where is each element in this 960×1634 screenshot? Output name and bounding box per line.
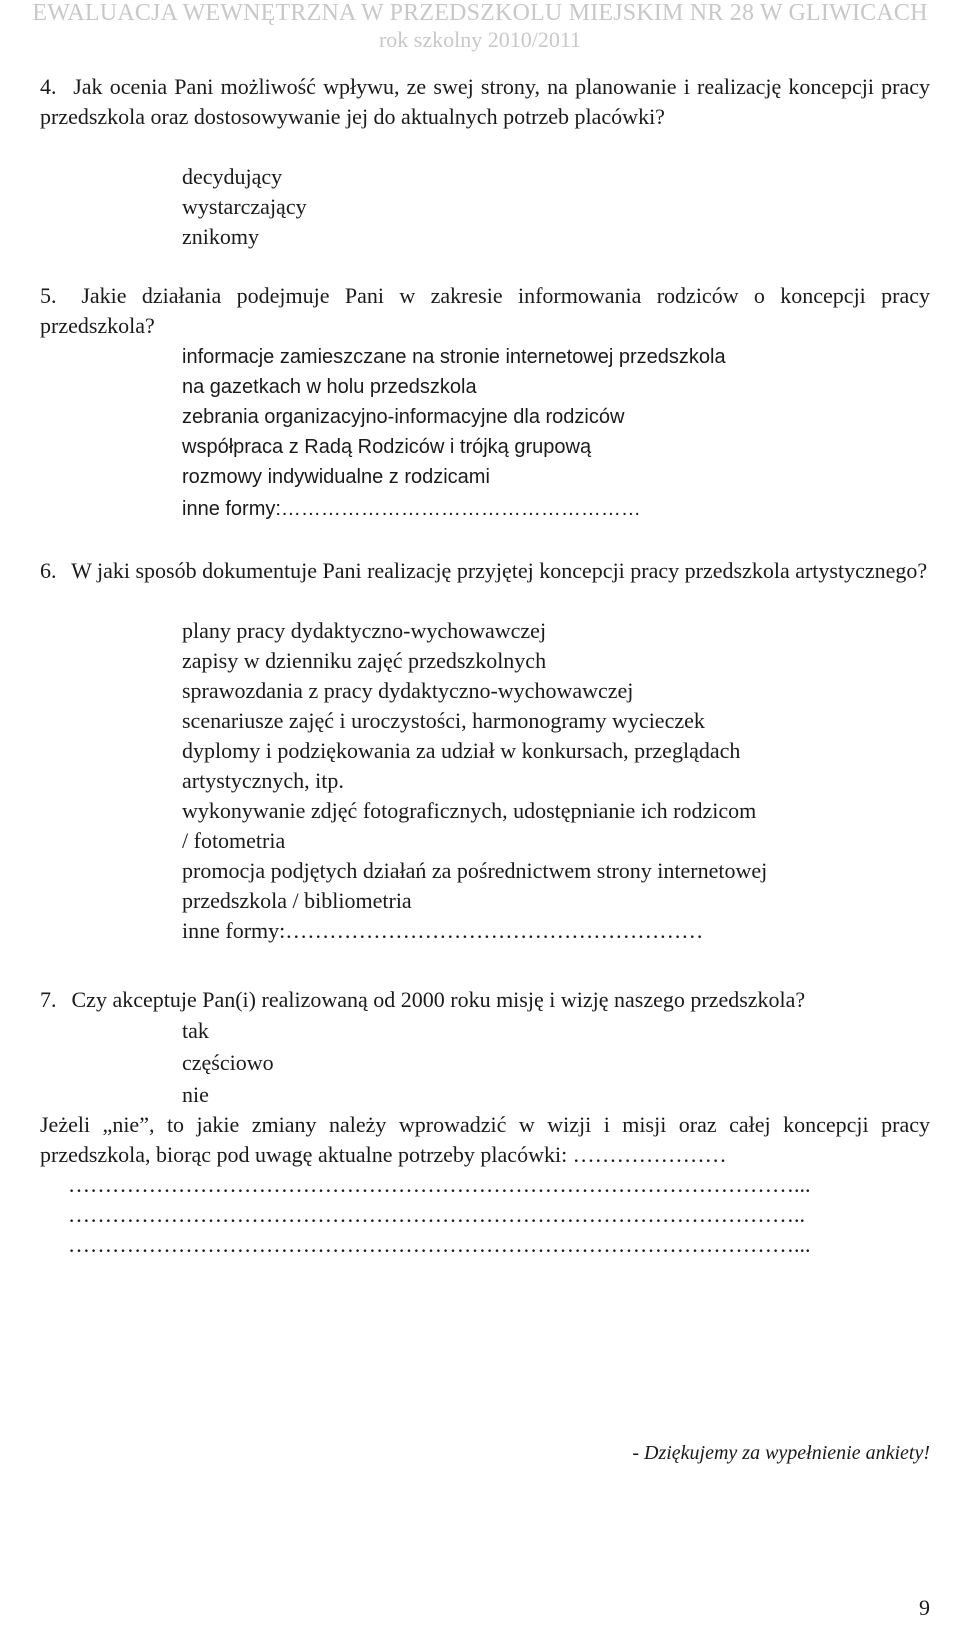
- q5-option: zebrania organizacyjno-informacyjne dla rodziców: [182, 406, 625, 428]
- q6-option: sprawozdania z pracy dydaktyczno-wychowawczej: [182, 678, 634, 703]
- q5-option: inne formy:………………………………………………: [182, 498, 641, 520]
- q4-option: znikomy: [182, 224, 259, 249]
- question-number: 6.: [40, 558, 57, 583]
- q5-option: na gazetkach w holu przedszkola: [182, 376, 477, 398]
- question-7: [40, 985, 930, 1015]
- answer-blank-line: ………………………………………………………………………………………...: [68, 1172, 811, 1197]
- q6-option: plany pracy dydaktyczno-wychowawczej: [182, 618, 547, 643]
- q6-option: dyplomy i podziękowania za udział w konkursach, przeglądach: [182, 738, 741, 763]
- question-number: 5.: [40, 283, 57, 308]
- q7-option: częściowo: [182, 1050, 274, 1075]
- q6-option: / fotometria: [182, 828, 286, 853]
- document-header-subtitle: rok szkolny 2010/2011: [378, 27, 582, 52]
- answer-blank-line: ………………………………………………………………………………………..: [68, 1202, 805, 1227]
- question-4: [40, 72, 930, 132]
- document-header-title: EWALUACJA WEWNĘTRZNA W PRZEDSZKOLU MIEJSKIM NR 28 W GLIWICACH: [32, 0, 928, 26]
- question-number: 4.: [40, 74, 57, 99]
- question-text: Jakie działania podejmuje Pani w zakresie informowania rodziców o koncepcji pracy przedszkola?: [40, 283, 930, 338]
- q6-option: przedszkola / bibliometria: [182, 888, 412, 913]
- q5-option: rozmowy indywidualne z rodzicami: [182, 466, 490, 488]
- closing-thanks: - Dziękujemy za wypełnienie ankiety!: [632, 1442, 930, 1464]
- q4-option: wystarczający: [182, 194, 307, 219]
- q5-option: współpraca z Radą Rodziców i trójką grupową: [182, 436, 592, 458]
- q6-option: wykonywanie zdjęć fotograficznych, udostępnianie ich rodzicom: [182, 798, 757, 823]
- q6-option: promocja podjętych działań za pośrednictwem strony internetowej: [182, 858, 768, 883]
- q7-followup: Jeżeli „nie”, to jakie zmiany należy wprowadzić w wizji i misji oraz całej koncepcji pracy przedszkola, biorąc pod uwagę aktualne potrzeby placówki: …………………: [40, 1112, 930, 1167]
- q6-option: inne formy:…………………………………………………: [182, 918, 704, 943]
- q5-option: informacje zamieszczane na stronie internetowej przedszkola: [182, 346, 726, 368]
- question-text: Jak ocenia Pani możliwość wpływu, ze swej strony, na planowanie i realizację koncepcji pracy przedszkola oraz dostosowywanie jej do aktualnych potrzeb placówki?: [40, 74, 930, 129]
- question-number: 7.: [40, 987, 57, 1012]
- page-number: 9: [919, 1595, 930, 1620]
- question-text: W jaki sposób dokumentuje Pani realizację przyjętej koncepcji pracy przedszkola artystycznego?: [71, 558, 928, 583]
- q6-option: zapisy w dzienniku zajęć przedszkolnych: [182, 648, 547, 673]
- q7-option: tak: [182, 1018, 209, 1043]
- question-5: [40, 281, 930, 341]
- q4-option: decydujący: [182, 164, 283, 189]
- q7-option: nie: [182, 1082, 209, 1107]
- answer-blank-line: ………………………………………………………………………………………...: [68, 1232, 811, 1257]
- q6-option: artystycznych, itp.: [182, 768, 344, 793]
- question-text: Czy akceptuje Pan(i) realizowaną od 2000 roku misję i wizję naszego przedszkola?: [71, 987, 806, 1012]
- q6-option: scenariusze zajęć i uroczystości, harmonogramy wycieczek: [182, 708, 705, 733]
- question-6: [40, 556, 930, 586]
